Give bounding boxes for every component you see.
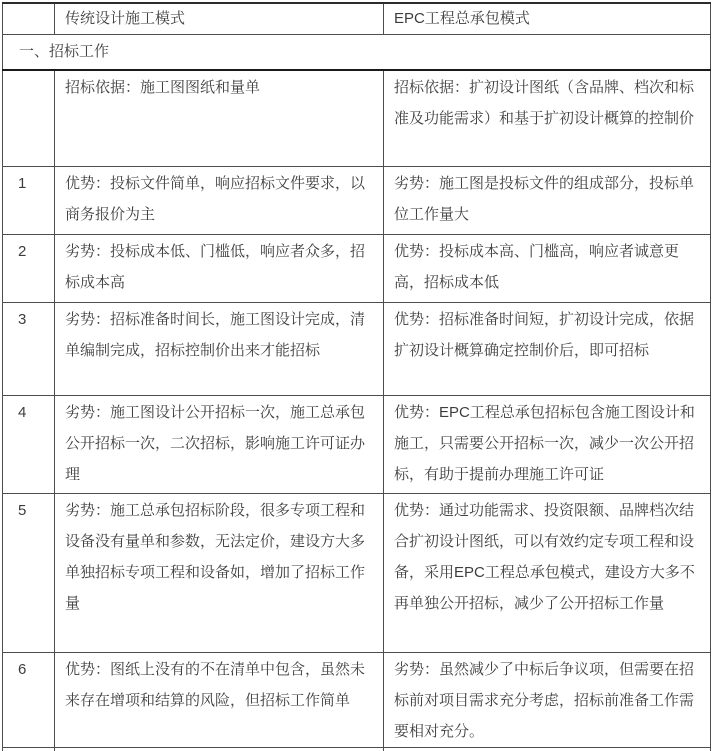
row-number: 3: [3, 302, 55, 395]
traditional-cell: 招标依据：施工图图纸和量单: [55, 70, 384, 166]
epc-cell: 招标依据：扩初设计图纸（含品牌、档次和标准及功能需求）和基于扩初设计概算的控制价: [384, 70, 711, 166]
table-row: [3, 395, 711, 493]
row-number: 2: [3, 234, 55, 302]
row-number: 4: [3, 395, 55, 493]
traditional-cell: 劣势：施工图设计公开招标一次，施工总承包公开招标一次，二次招标，影响施工许可证办理: [55, 395, 384, 493]
epc-cell: [384, 747, 711, 751]
traditional-cell: 劣势：招标准备时间长，施工图设计完成，清单编制完成，招标控制价出来才能招标: [55, 302, 384, 395]
header-traditional-mode: 传统设计施工模式: [55, 3, 384, 34]
epc-cell: 优势：招标准备时间短，扩初设计完成，依据扩初设计概算确定控制价后，即可招标: [384, 302, 711, 395]
epc-cell: 劣势：虽然减少了中标后争议项，但需要在招标前对项目需求充分考虑，招标前准备工作需要相对充分。: [384, 652, 711, 747]
traditional-cell: 劣势：施工总承包招标阶段，很多专项工程和设备没有量单和参数，无法定价，建设方大多单独招标专项工程和设备如，增加了招标工作量: [55, 493, 384, 652]
traditional-cell: [55, 747, 384, 751]
table-row: [3, 493, 711, 652]
row-number: 6: [3, 652, 55, 747]
epc-cell: 优势：投标成本高、门槛高，响应者诚意更高，招标成本低: [384, 234, 711, 302]
table-row: [3, 166, 711, 234]
section-title: 一、招标工作: [3, 34, 711, 70]
traditional-cell: 劣势：投标成本低、门槛低，响应者众多，招标成本高: [55, 234, 384, 302]
table-row: [3, 652, 711, 747]
row-number: 5: [3, 493, 55, 652]
header-epc-mode: EPC工程总承包模式: [384, 3, 711, 34]
epc-cell: 优势：EPC工程总承包招标包含施工图设计和施工，只需要公开招标一次，减少一次公开招标，有助于提前办理施工许可证: [384, 395, 711, 493]
table-header-row: [3, 3, 711, 34]
row-number: 1: [3, 166, 55, 234]
header-blank-cell: [3, 3, 55, 34]
comparison-table: [2, 2, 711, 751]
table-row: [3, 70, 711, 166]
table-row-clipped: [3, 747, 711, 751]
epc-cell: 劣势：施工图是投标文件的组成部分，投标单位工作量大: [384, 166, 711, 234]
row-number: [3, 747, 55, 751]
epc-cell: 优势：通过功能需求、投资限额、品牌档次结合扩初设计图纸，可以有效约定专项工程和设备，采用EPC工程总承包模式，建设方大多不再单独公开招标，减少了公开招标工作量: [384, 493, 711, 652]
traditional-cell: 优势：投标文件简单，响应招标文件要求，以商务报价为主: [55, 166, 384, 234]
traditional-cell: 优势：图纸上没有的不在清单中包含，虽然未来存在增项和结算的风险，但招标工作简单: [55, 652, 384, 747]
table-row: [3, 302, 711, 395]
section-row-bidding-work: [3, 34, 711, 70]
table-row: [3, 234, 711, 302]
row-number: [3, 70, 55, 166]
